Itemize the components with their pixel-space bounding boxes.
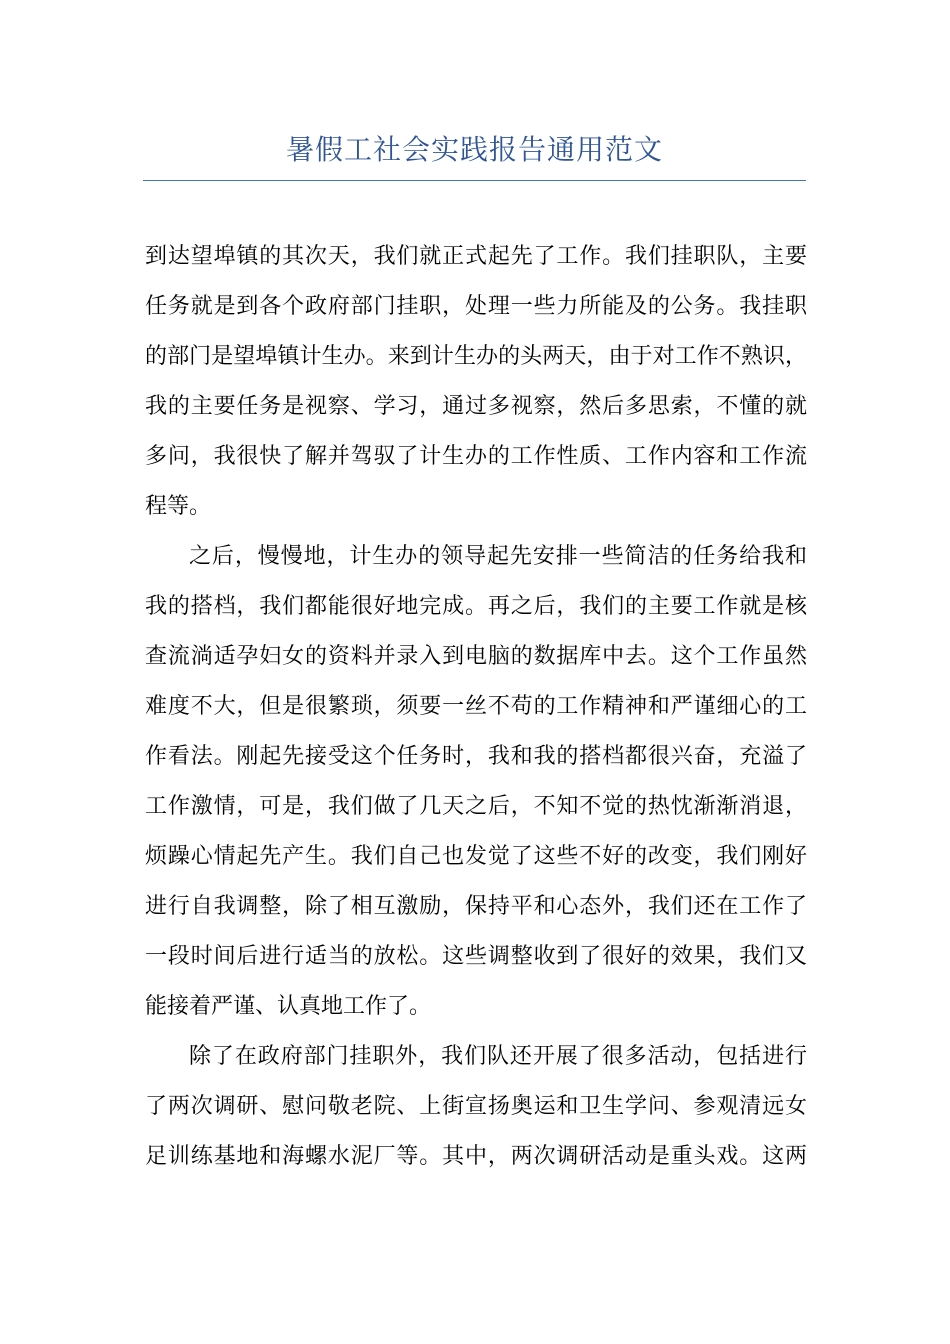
text-line: 的部门是望埠镇计生办。来到计生办的头两天，由于对工作不熟识， [145, 344, 807, 369]
paragraph-3 [145, 1032, 807, 1182]
text-line: 足训练基地和海螺水泥厂等。其中，两次调研活动是重头戏。这两 [145, 1144, 807, 1169]
text-line: 进行自我调整，除了相互激励，保持平和心态外，我们还在工作了 [145, 894, 807, 919]
text-line: 能接着严谨、认真地工作了。 [145, 994, 432, 1019]
text-line: 多问，我很快了解并驾驭了计生办的工作性质、工作内容和工作流 [145, 444, 807, 469]
text-line: 我的主要任务是视察、学习，通过多视察，然后多思索，不懂的就 [145, 394, 807, 419]
text-line: 一段时间后进行适当的放松。这些调整收到了很好的效果，我们又 [145, 944, 807, 969]
text-line: 烦躁心情起先产生。我们自己也发觉了这些不好的改变，我们刚好 [145, 844, 807, 869]
text-line: 查流淌适孕妇女的资料并录入到电脑的数据库中去。这个工作虽然 [145, 644, 807, 669]
text-line: 作看法。刚起先接受这个任务时，我和我的搭档都很兴奋，充溢了 [145, 744, 807, 769]
text-line: 到达望埠镇的其次天，我们就正式起先了工作。我们挂职队，主要 [145, 244, 807, 269]
text-line: 除了在政府部门挂职外，我们队还开展了很多活动，包括进行 [189, 1044, 807, 1069]
text-line: 难度不大，但是很繁琐，须要一丝不苟的工作精神和严谨细心的工 [145, 694, 807, 719]
title-underline [143, 180, 806, 181]
text-line: 任务就是到各个政府部门挂职，处理一些力所能及的公务。我挂职 [145, 294, 807, 319]
text-line: 工作激情，可是，我们做了几天之后，不知不觉的热忱渐渐消退， [145, 794, 807, 819]
document-body [145, 232, 807, 1182]
text-line: 之后，慢慢地，计生办的领导起先安排一些简洁的任务给我和 [189, 544, 807, 569]
text-line: 我的搭档，我们都能很好地完成。再之后，我们的主要工作就是核 [145, 594, 807, 619]
text-line: 了两次调研、慰问敬老院、上街宣扬奥运和卫生学问、参观清远女 [145, 1094, 807, 1119]
document-title: 暑假工社会实践报告通用范文 [285, 133, 663, 166]
paragraph-2 [145, 532, 807, 1032]
text-line: 程等。 [145, 494, 212, 519]
paragraph-1 [145, 232, 807, 532]
